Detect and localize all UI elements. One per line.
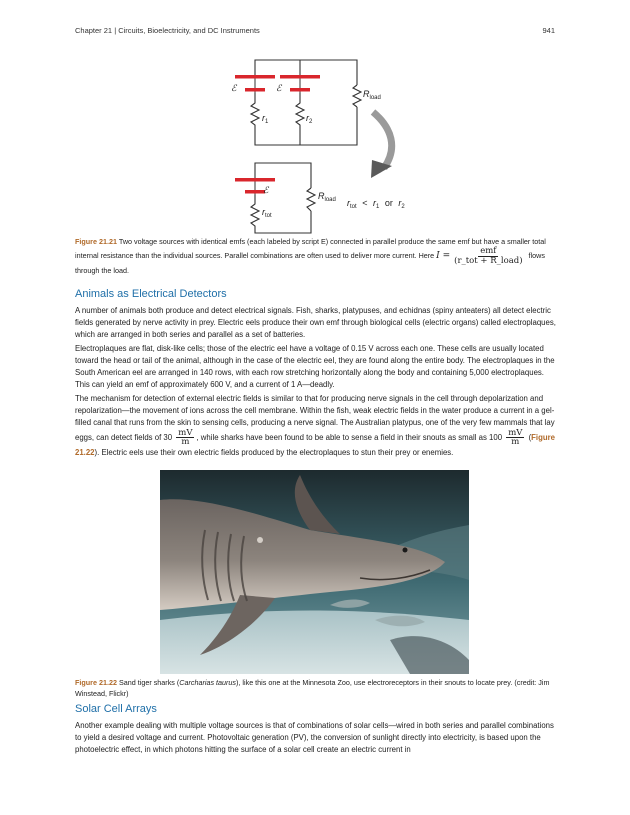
- resistor-rtot: [251, 195, 311, 233]
- chapter-title: Chapter 21 | Circuits, Bioelectricity, and DC Instruments: [75, 26, 260, 35]
- rtot-label: $r_{tot}$: [262, 207, 272, 219]
- rload-label-bottom: $R_{load}$: [318, 191, 336, 203]
- resistor-r2: [296, 93, 304, 130]
- paragraph-animals-1: A number of animals both produce and detect electrical signals. Fish, sharks, platypuses, and echidnas (spiny anteaters) all detect electric fields generated by nerve activity in prey. Electric eels produce their own emf through biological cells (electric organs) called electroplaques, which are arranged in both series and parallel as a set of batteries.: [75, 306, 556, 339]
- parallel-emf-circuit-diagram: [0, 0, 630, 240]
- equation-fraction: $\frac{\text{emf}}{\text{(r\_tot + R\_load)}}$: [454, 246, 523, 266]
- rload-label-top: $R_{load}$: [363, 89, 381, 101]
- top-wire: [255, 60, 357, 85]
- page-number: 941: [542, 26, 555, 35]
- resistor-rload-bottom: [307, 188, 315, 211]
- figure-21-21-caption: Figure 21.21 Two voltage sources with identical emfs (each labeled by script E) connected in parallel produce the same emf but have a smaller total internal resistance than the individual sources. Parallel combinations are often used to deliver more current. Here I = $\frac{\text{emf}}{\text{(r\_tot + R\_load)}}$ flows through the load.: [75, 237, 546, 276]
- section-heading-animals: Animals as Electrical Detectors: [75, 288, 227, 300]
- figure-label: Figure 21.22: [75, 678, 117, 687]
- sand-tiger-shark-photo: [160, 470, 469, 674]
- resistor-r1: [251, 93, 259, 130]
- figure-21-22-link[interactable]: Figure 21.22: [75, 432, 555, 457]
- r1-label: $r_1$: [262, 113, 269, 125]
- paragraph-animals-3: The mechanism for detection of external electric fields is similar to that for producing nerve signals in the cell through depolarization and repolarization—the movement of ions across the cell membrane. Within the fish, weak electric fields in the water produce a current in a gel-filled canal that runs from the skin to sensing cells, producing a nerve signal. The Australian platypus, one of the very few mammals that lay eggs, can detect fields of 30 $\frac{mV}{m}$ , while sharks have been found to be able to sense a field in their snouts as small as 100 $\frac{mV}{m}$ (Figure 21.22). Electric eels use their own electric fields produced by the electroplaques to stun their prey or enemies.: [75, 394, 555, 457]
- emf-label-equivalent: ℰ: [263, 186, 269, 196]
- transform-arrow: [373, 112, 392, 168]
- unit-mv-per-m: $\frac{mV}{m}$: [508, 427, 523, 448]
- unit-mv-per-m: $\frac{mV}{m}$: [178, 427, 193, 448]
- emf-label-2: ℰ: [276, 84, 282, 94]
- figure-21-22-caption: Figure 21.22 Sand tiger sharks (Carcharias taurus), like this one at the Minnesota Zoo, use electroreceptors in their snouts to locate prey. (credit: Jim Winstead, Flickr): [75, 678, 550, 699]
- r2-label: $r_2$: [306, 113, 313, 125]
- figure-label: Figure 21.21: [75, 237, 117, 246]
- paragraph-solar-1: Another example dealing with multiple voltage sources is that of combinations of solar cells—wired in both series and parallel combinations to yield a desired voltage and current. Photovoltaic generation (PV), the conversion of sunlight directly into electricity, is based upon the photoelectric effect, in which photons hitting the surface of a solar cell create an electric current in: [75, 721, 554, 754]
- section-heading-solar: Solar Cell Arrays: [75, 703, 157, 715]
- current-equation: I =: [436, 251, 451, 262]
- resistance-relation: $r_{tot}$ < $r_1$ or $r_2$: [347, 198, 405, 210]
- resistor-rload-top: [353, 85, 361, 107]
- paragraph-animals-2: Electroplaques are flat, disk-like cells; those of the electric eel have a voltage of 0.15 V across each one. These cells are usually located toward the head or tail of the animal, although in the case of the electric eel, they are found along the entire body. The electroplaques in the South American eel are arranged in 140 rows, with each row stretching horizontally along the body and containing 5,000 electroplaques. This can yield an emf of approximately 600 V, and a current of 1 A—deadly.: [75, 344, 555, 389]
- emf-label-1: ℰ: [231, 84, 237, 94]
